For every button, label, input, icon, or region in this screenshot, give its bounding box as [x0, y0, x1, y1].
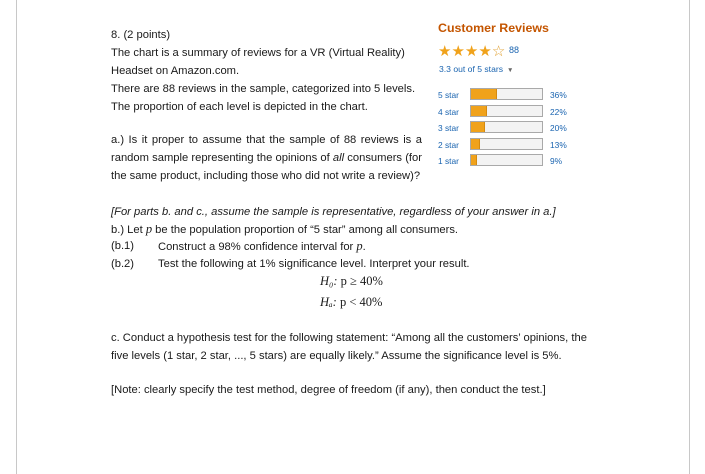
star-empty-icon: ☆ — [491, 42, 506, 60]
part-a-line-text: random sample representing the opinions of all consumers (for — [111, 152, 422, 164]
bar-percent-label[interactable]: 9% — [550, 156, 563, 166]
bar-label[interactable]: 1 star — [438, 156, 459, 166]
h0-expression: p ≥ 40% — [337, 274, 383, 288]
note-parts-bc: [For parts b. and c., assume the sample is representative, regardless of your answer in a.] — [111, 206, 556, 218]
variable-p: p — [145, 222, 153, 236]
bar-track — [470, 105, 543, 117]
b2-label: (b.2) — [111, 258, 135, 270]
caret-down-icon: ▼ — [507, 67, 514, 74]
b2-text: Test the following at 1% significance level. Interpret your result. — [158, 258, 470, 270]
bar-track — [470, 88, 543, 100]
rating-summary-text: 3.3 out of 5 stars — [439, 64, 504, 74]
star-full-icon: ★ — [438, 42, 452, 60]
b1-text — [158, 238, 366, 257]
part-a-line — [111, 150, 422, 168]
part-b-statement — [111, 221, 458, 240]
ha-label: Hₐ: — [320, 295, 337, 309]
bar-label[interactable]: 4 star — [438, 106, 459, 117]
bar-percent-label[interactable]: 13% — [550, 139, 567, 150]
bar-fill — [471, 139, 480, 149]
ha-expression: p < 40% — [336, 295, 383, 309]
intro-line: The proportion of each level is depicted in the chart. — [111, 101, 368, 113]
part-b-suffix: be the population proportion of “5 star” among all consumers. — [152, 224, 459, 236]
bar-percent-label[interactable]: 20% — [550, 123, 567, 133]
part-c-line: c. Conduct a hypothesis test for the following statement: “Among all the customers’ opinions, the — [111, 332, 587, 344]
star-full-icon: ★ — [464, 42, 479, 60]
bar-fill — [471, 155, 477, 165]
bar-label[interactable]: 2 star — [438, 139, 459, 150]
part-a-line: a.) Is it proper to assume that the sample of 88 reviews is a — [111, 134, 422, 146]
bar-track — [470, 138, 543, 150]
bar-fill — [471, 106, 487, 116]
star-half-icon: ★ — [478, 42, 492, 60]
bar-fill — [471, 122, 485, 132]
intro-line: There are 88 reviews in the sample, categorized into 5 levels. — [111, 83, 416, 95]
part-b-prefix: b.) Let — [111, 224, 146, 236]
bar-percent-label[interactable]: 36% — [550, 90, 567, 100]
intro-line: The chart is a summary of reviews for a VR (Virtual Reality) — [111, 47, 405, 59]
intro-line: Headset on Amazon.com. — [111, 65, 240, 77]
star-full-icon: ★ — [451, 42, 465, 60]
h0-label: H₀: — [320, 274, 338, 288]
bar-percent-label[interactable]: 22% — [550, 106, 567, 117]
final-note: [Note: clearly specify the test method, degree of freedom (if any), then conduct the test.] — [111, 384, 546, 396]
alt-hypothesis — [320, 295, 382, 310]
reviews-title: Customer Reviews — [438, 21, 549, 35]
emphasis-all: all — [332, 152, 345, 164]
b1-end: . — [362, 241, 366, 253]
bar-label[interactable]: 5 star — [438, 90, 459, 100]
part-a-line: the same product, including those who did not write a review)? — [111, 170, 421, 182]
b1-label: (b.1) — [111, 240, 135, 252]
variable-p: p — [356, 239, 363, 253]
null-hypothesis — [320, 274, 383, 289]
bar-label[interactable]: 3 star — [438, 123, 459, 133]
bar-track — [470, 154, 543, 166]
rating-summary-dropdown[interactable] — [439, 64, 513, 74]
review-count-link[interactable]: 88 — [509, 45, 520, 55]
bar-fill — [471, 89, 497, 99]
b1-prompt: Construct a 98% confidence interval for — [158, 241, 357, 253]
bar-track — [470, 121, 543, 133]
five-star-rating-icon — [438, 43, 505, 59]
question-heading: 8. (2 points) — [111, 29, 171, 41]
part-c-line: five levels (1 star, 2 star, ..., 5 stars) are equally likely.” Assume the significance level is 5%. — [111, 350, 562, 362]
